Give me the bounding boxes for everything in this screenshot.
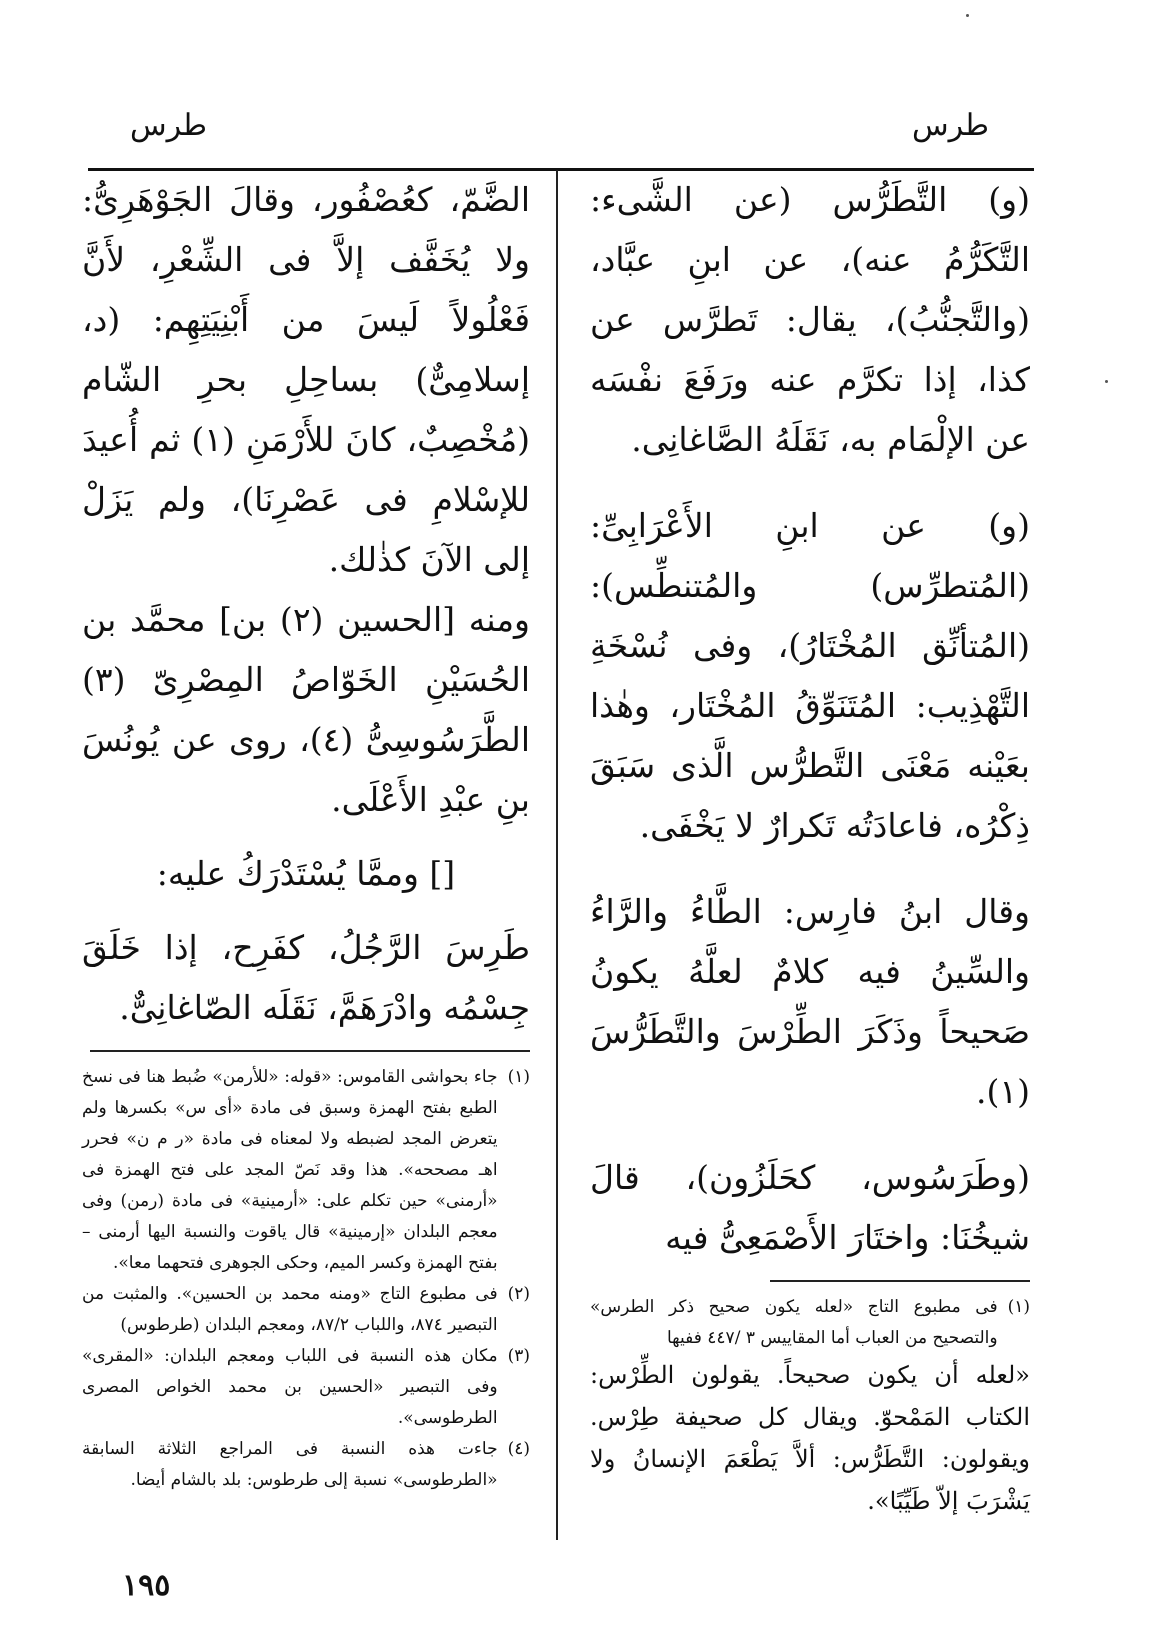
footnote-number: (٤)	[507, 1439, 530, 1459]
scan-speck	[966, 14, 969, 17]
entry-paragraph: طَرِسَ الرَّجُلُ، كفَرِح، إذا خَلَقَ جِسْمُه وادْرَهَمَّ، نَقَلَه الصّاغانِىٌّ.	[82, 928, 530, 1027]
left-column	[82, 170, 530, 1496]
column-divider	[556, 170, 558, 1540]
footnote-number: (٢)	[507, 1284, 530, 1304]
footnote	[82, 1279, 530, 1341]
footnote-separator	[90, 1050, 530, 1052]
supplement-heading: [] وممَّا يُسْتَدْرَكُ عليه:	[156, 854, 456, 893]
footnote	[82, 1341, 530, 1434]
footnote-number: (١)	[507, 1067, 530, 1087]
footnote-number: (٣)	[507, 1346, 530, 1366]
header-right-word: طرس	[912, 108, 990, 143]
footnote-text: فى مطبوع التاج «لعله يكون صحيح ذكر الطرس» والتصحيح من العباب أما المقاييس ٣ /٤٤٧ ففيها	[590, 1297, 998, 1348]
entry-paragraph: ومنه [الحسين (٢) بن] محمَّد بن الحُسَيْنِ الخَوّاصُ المِصْرِىّ (٣) الطَّرَسُوسِىُّ (٤)، روى عن يُونُسَ بنِ عبْدِ الأَعْلَى.	[82, 600, 530, 819]
footnote	[82, 1062, 530, 1279]
footnote-quote: «لعله أن يكون صحيحاً. يقولون الطِّرْس: الكتاب المَمْحوّ. ويقال كل صحيفة طِرْس. ويقولون: التَّطَرُّس: ألاَّ يَطْعَمَ الإنسانُ ولا يَشْرَبَ إلاّ طَيِّبًا».	[590, 1361, 1030, 1515]
footnote-text: فى مطبوع التاج «ومنه محمد بن الحسين». والمثبت من التبصير ٨٧٤، واللباب ٨٧/٢، ومعجم البلدان (طرطوس)	[82, 1284, 498, 1335]
entry-paragraph: (و) التَّطَرُّس (عن الشَّىء: التَّكَرُّمُ عنه)، عن ابنِ عبَّاد، (والتَّجنُّبُ)، يقال: تَطرَّس عن كذا، إذا تكرَّم عنه ورَفَعَ نفْسَه عن الإلْمَام به، نَقَلَهُ الصَّاغانِى.	[590, 180, 1030, 459]
entry-paragraph: (وطَرَسُوس، كحَلَزُون)، قالَ شيخُنَا: واختَارَ الأَصْمَعِىُّ فيه	[590, 1158, 1030, 1257]
footnote-separator	[770, 1280, 1030, 1282]
footnote	[82, 1434, 530, 1496]
header-left-word: طرس	[130, 108, 208, 143]
footnote-text: مكان هذه النسبة فى اللباب ومعجم البلدان: «المقرى» وفى التبصير «الحسين بن محمد الخواص المصرى الطرطوسى».	[82, 1346, 498, 1428]
right-column	[590, 170, 1030, 1522]
entry-paragraph: وقال ابنُ فارِس: الطَّاءُ والرَّاءُ والسِّينُ فيه كلامٌ لعلَّهُ يكونُ صَحيحاً وذَكَرَ الطِّرْسَ والتَّطَرُّسَ (١).	[590, 892, 1030, 1111]
footnote-text: جاءت هذه النسبة فى المراجع الثلاثة السابقة «الطرطوسى» نسبة إلى طرطوس: بلد بالشام أيضا.	[82, 1439, 498, 1490]
entry-paragraph: (و) عن ابنِ الأَعْرَابِىِّ: (المُتطرِّس) والمُتنطِّس): (المُتأنِّق المُخْتَارُ)، وفى نُسْخَةِ التَّهْذِيب: المُتَنَوِّقُ المُخْتَار، وهٰذا بعَيْنه مَعْنَى التَّطرُّس الَّذى سَبَقَ ذِكْرُه، فاعادَتُه تَكرارٌ لا يَخْفَى.	[590, 506, 1030, 845]
scan-speck	[1105, 380, 1108, 383]
page-number: ١٩٥	[122, 1568, 171, 1603]
footnote-text: جاء بحواشى القاموس: «قوله: «للأرمن» ضُبط هنا فى نسخ الطبع بفتح الهمزة وسبق فى مادة «أى س» بكسرها ولم يتعرض المجد لضبطه ولا لمعناه فى مادة «ر م ن» فحرر اهـ مصححه». هذا وقد نَصّ المجد على فتح الهمزة فى «أرمنى» حين تكلم على: «أرمينية» فى مادة (رمن) وفى معجم البلدان «إرمينية» قال ياقوت والنسبة اليها أرمنى – بفتح الهمزة وكسر الميم، وحكى الجوهرى فتحهما معا».	[82, 1067, 498, 1273]
footnote-number: (١)	[1007, 1297, 1030, 1317]
entry-paragraph: الضَّمّ، كعُصْفُور، وقالَ الجَوْهَرِىُّ: ولا يُخَفَّف إلاَّ فى الشِّعْرِ، لأَنَّ فَعْلُولاً لَيسَ من أَبْنِيَتِهِم: (د، إسلامِىٌّ) بساحِلِ بحرِ الشّام (مُخْصِبٌ، كانَ للأَرْمَنِ (١) ثم أُعيدَ للإسْلامِ فى عَصْرِنَا)، ولم يَزَلْ إلى الآنَ كذٰلك.	[82, 180, 530, 579]
footnote	[590, 1292, 1030, 1354]
